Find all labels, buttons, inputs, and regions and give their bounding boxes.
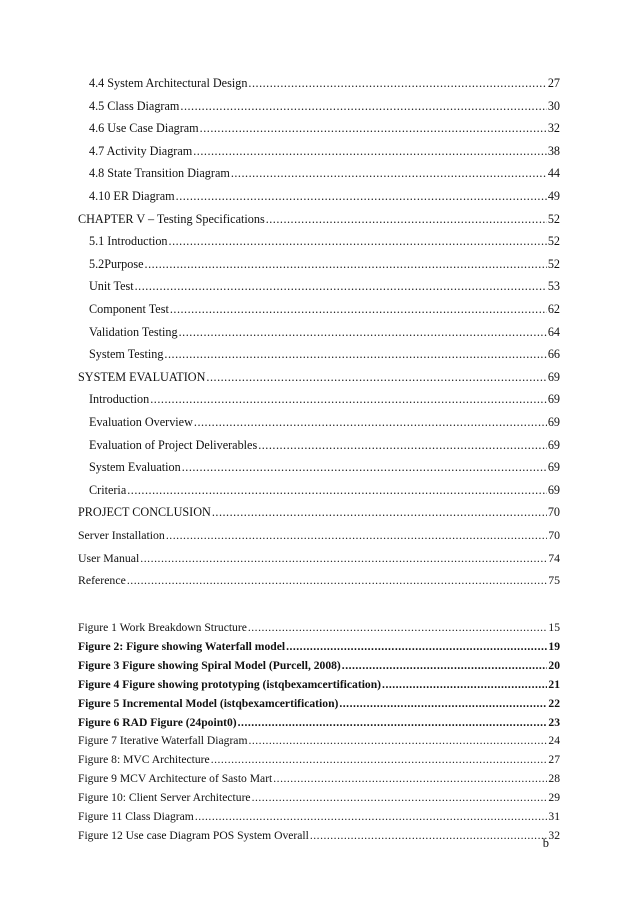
fig-entry-title: Figure 8: MVC Architecture	[78, 753, 210, 767]
fig-entry-page: 15	[548, 621, 560, 634]
toc-entry-leader	[200, 121, 547, 136]
toc-entry[interactable]	[89, 257, 560, 272]
fig-entry-leader	[339, 697, 547, 710]
fig-entry-leader	[286, 640, 547, 653]
toc-entry-page: 49	[547, 189, 560, 203]
toc-entry-leader	[179, 325, 547, 340]
toc-entry-page: 70	[548, 528, 560, 542]
toc-entry-title: CHAPTER V – Testing Specifications	[78, 211, 265, 226]
toc-entry-page: 69	[547, 369, 560, 384]
toc-entry-page: 75	[548, 573, 560, 588]
toc-entry-title: System Evaluation	[89, 460, 181, 475]
toc-entry[interactable]	[89, 347, 560, 362]
fig-entry[interactable]	[78, 716, 560, 729]
toc-entry[interactable]	[89, 189, 560, 204]
toc-entry-page: 69	[547, 392, 560, 407]
toc-entry[interactable]	[89, 392, 560, 407]
toc-entry[interactable]	[89, 483, 560, 498]
toc-entry-leader	[135, 279, 547, 294]
toc-entry-page: 52	[547, 211, 560, 226]
toc-entry[interactable]	[89, 279, 560, 294]
toc-entry-page: 64	[547, 324, 560, 339]
toc-entry-title: SYSTEM EVALUATION	[78, 369, 206, 384]
fig-entry-leader	[252, 791, 548, 804]
toc-entry-title: 4.7 Activity Diagram	[89, 143, 193, 158]
fig-entry-page: 28	[548, 772, 560, 786]
fig-entry-title: Figure 4 Figure showing prototyping (istqbexamcertification)	[78, 677, 382, 691]
fig-entry-page: 23	[548, 715, 560, 729]
toc-entry-title: 4.8 State Transition Diagram	[89, 166, 230, 181]
fig-entry-title: Figure 12 Use case Diagram POS System Overall	[78, 828, 309, 842]
toc-entry[interactable]	[89, 325, 560, 340]
fig-entry[interactable]	[78, 697, 560, 710]
toc-entry[interactable]	[89, 144, 560, 159]
toc-entry-title: System Testing	[89, 347, 164, 362]
fig-entry-title: Figure 6 RAD Figure (24point0)	[78, 715, 237, 729]
toc-entry-leader	[127, 483, 547, 498]
fig-entry-leader	[382, 678, 547, 691]
toc-entry-page: 69	[547, 460, 560, 475]
toc-entry-page: 69	[547, 415, 560, 429]
fig-entry[interactable]	[78, 678, 560, 691]
toc-entry-title: Introduction	[89, 392, 150, 407]
fig-entry-leader	[342, 659, 548, 672]
fig-entry[interactable]	[78, 640, 560, 653]
toc-entry-page: 66	[547, 347, 560, 362]
fig-entry-leader	[195, 810, 548, 823]
toc-entry[interactable]	[89, 166, 560, 181]
toc-entry-leader	[206, 370, 546, 385]
fig-entry[interactable]	[78, 810, 560, 823]
toc-entry-title: Unit Test	[89, 279, 134, 294]
fig-entry[interactable]	[78, 753, 560, 766]
fig-entry[interactable]	[78, 772, 560, 785]
toc-entry-title: Validation Testing	[89, 324, 178, 339]
fig-entry-page: 29	[548, 791, 560, 805]
toc-entry-page: 32	[547, 121, 560, 136]
toc-entry-page: 52	[547, 256, 560, 271]
fig-entry-page: 20	[548, 658, 560, 672]
toc-entry-leader	[166, 528, 547, 543]
toc-entry[interactable]	[89, 76, 560, 91]
toc-entry[interactable]	[89, 460, 560, 475]
fig-entry-page: 24	[548, 734, 560, 748]
toc-entry[interactable]	[89, 438, 560, 453]
toc-entry-leader	[150, 392, 547, 407]
fig-entry-leader	[248, 734, 547, 747]
toc-entry-leader	[248, 76, 546, 91]
toc-entry-title: PROJECT CONCLUSION	[78, 505, 211, 520]
fig-entry-title: Figure 9 MCV Architecture of Sasto Mart	[78, 772, 273, 786]
toc-entry-page: 69	[547, 482, 560, 497]
toc-entry-leader	[164, 347, 546, 362]
fig-entry-page: 22	[548, 696, 560, 710]
toc-entry-leader	[176, 189, 547, 204]
toc-entry-page: 27	[547, 76, 560, 90]
toc-entry-page: 53	[547, 279, 560, 294]
fig-entry[interactable]	[78, 734, 560, 747]
fig-entry[interactable]	[78, 791, 560, 804]
toc-entry[interactable]	[78, 551, 560, 566]
toc-entry-page: 62	[547, 302, 560, 316]
toc-entry-leader	[182, 460, 547, 475]
fig-entry-leader	[248, 621, 548, 634]
toc-entry-page: 70	[547, 505, 560, 520]
toc-entry[interactable]	[89, 99, 560, 114]
toc-entry[interactable]	[89, 234, 560, 249]
toc-entry-leader	[169, 234, 547, 249]
toc-entry-title: Reference	[78, 573, 126, 588]
toc-entry-title: 4.4 System Architectural Design	[89, 76, 248, 90]
toc-entry-leader	[180, 99, 546, 114]
fig-entry-title: Figure 10: Client Server Architecture	[78, 791, 251, 805]
toc-entry[interactable]	[78, 370, 560, 385]
toc-entry-title: Evaluation Overview	[89, 415, 193, 429]
fig-entry-leader	[211, 753, 548, 766]
toc-entry-leader	[194, 415, 547, 430]
toc-entry-title: 4.10 ER Diagram	[89, 189, 175, 203]
fig-entry-leader	[310, 829, 548, 842]
toc-entry-leader	[140, 551, 547, 566]
toc-entry-title: 5.2Purpose	[89, 256, 144, 271]
page-number: b	[542, 836, 549, 850]
fig-entry-title: Figure 7 Iterative Waterfall Diagram	[78, 734, 248, 748]
fig-entry[interactable]	[78, 829, 560, 842]
toc-entry-page: 30	[547, 98, 560, 113]
fig-entry-title: Figure 5 Incremental Model (istqbexamcertification)	[78, 696, 339, 710]
toc-entry[interactable]	[78, 528, 560, 543]
toc-entry-page: 44	[547, 166, 560, 181]
toc-entry-leader	[193, 144, 547, 159]
toc-entry-title: Evaluation of Project Deliverables	[89, 437, 258, 452]
fig-entry-title: Figure 2: Figure showing Waterfall model	[78, 639, 286, 653]
toc-entry-leader	[212, 505, 547, 520]
toc-entry[interactable]	[89, 415, 560, 430]
toc-entry-title: 5.1 Introduction	[89, 234, 168, 249]
toc-entry-title: 4.6 Use Case Diagram	[89, 121, 199, 136]
toc-entry-leader	[231, 166, 547, 181]
toc-entry-leader	[266, 212, 547, 227]
fig-entry[interactable]	[78, 621, 560, 634]
fig-entry-title: Figure 11 Class Diagram	[78, 810, 194, 823]
toc-entry-title: 4.5 Class Diagram	[89, 98, 180, 113]
fig-entry-leader	[273, 772, 547, 785]
fig-entry-leader	[238, 716, 548, 729]
toc-entry-title: Component Test	[89, 302, 169, 316]
toc-entry-leader	[258, 438, 547, 453]
toc-entry-page: 74	[548, 550, 560, 565]
toc-entry[interactable]	[78, 505, 560, 520]
toc-entry[interactable]	[89, 302, 560, 317]
fig-entry-title: Figure 3 Figure showing Spiral Model (Purcell, 2008)	[78, 658, 341, 672]
toc-entry-page: 52	[547, 234, 560, 249]
fig-entry-page: 27	[548, 753, 560, 767]
fig-entry-page: 21	[548, 677, 560, 691]
fig-entry-page: 32	[548, 828, 560, 842]
toc-entry-page: 38	[547, 143, 560, 158]
toc-entry-leader	[127, 573, 547, 588]
toc-entry[interactable]	[89, 121, 560, 136]
fig-entry-title: Figure 1 Work Breakdown Structure	[78, 621, 247, 634]
toc-entry-title: User Manual	[78, 550, 140, 565]
fig-entry-page: 19	[548, 639, 560, 653]
toc-entry-title: Server Installation	[78, 528, 165, 542]
toc-entry-title: Criteria	[89, 482, 127, 497]
toc-entry-leader	[145, 257, 547, 272]
toc-entry[interactable]	[78, 573, 560, 588]
toc-entry-page: 69	[547, 437, 560, 452]
toc-entry-leader	[170, 302, 547, 317]
fig-entry-page: 31	[548, 810, 560, 823]
fig-entry[interactable]	[78, 659, 560, 672]
toc-entry[interactable]	[78, 212, 560, 227]
